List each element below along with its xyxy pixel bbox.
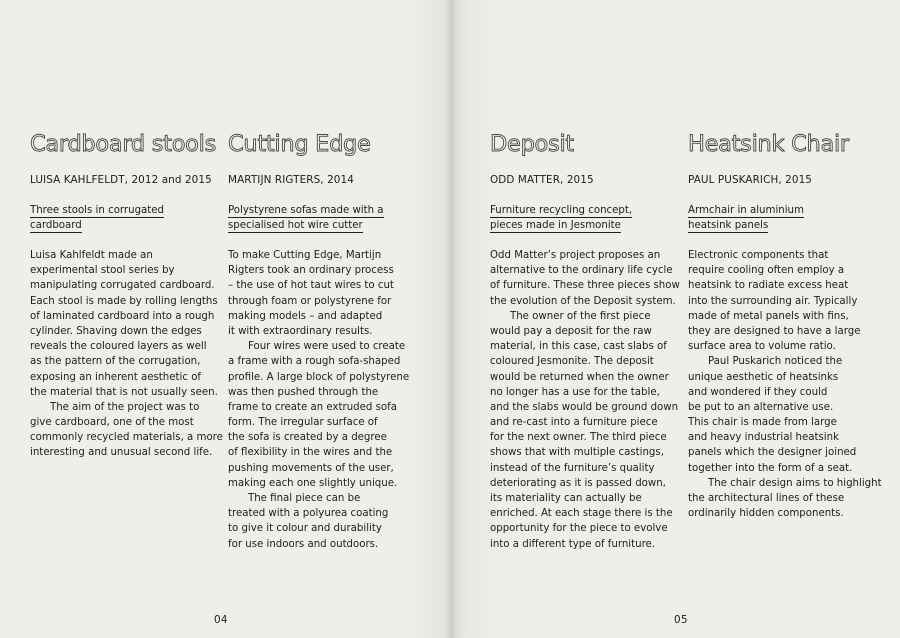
- body-line: surface area to volume ratio.: [688, 341, 836, 353]
- body-line: panels which the designer joined: [688, 447, 857, 459]
- body-line: together into the form of a seat.: [688, 462, 853, 474]
- article-body: [688, 248, 882, 521]
- body-line: coloured Jesmonite. The deposit: [490, 356, 654, 368]
- body-line: Each stool is made by rolling lengths: [30, 295, 218, 307]
- body-line: This chair is made from large: [688, 417, 837, 429]
- subtitle-line: pieces made in Jesmonite: [490, 220, 621, 231]
- body-line: Electronic components that: [688, 250, 829, 261]
- article-heatsink-chair: [688, 128, 882, 520]
- body-line: it with extraordinary results.: [228, 325, 373, 337]
- article-author: PAUL PUSKARICH, 2015: [688, 174, 813, 186]
- body-line: frame to create an extruded sofa: [228, 401, 397, 413]
- body-line: the evolution of the Deposit system.: [490, 295, 676, 307]
- body-line: Odd Matter’s project proposes an: [490, 250, 661, 261]
- article-title: Cutting Edge: [228, 131, 371, 157]
- article-subtitle: [490, 203, 632, 233]
- body-line: The final piece can be: [248, 493, 361, 504]
- article-author: LUISA KAHLFELDT, 2012 and 2015: [30, 174, 212, 186]
- body-line: pushing movements of the user,: [228, 462, 394, 474]
- body-line: was then pushed through the: [228, 386, 379, 398]
- body-line: opportunity for the piece to evolve: [490, 523, 668, 535]
- body-line: through foam or polystyrene for: [228, 295, 392, 307]
- body-line: the sofa is created by a degree: [228, 432, 387, 444]
- body-line: they are designed to have a large: [688, 325, 861, 337]
- book-gutter-shadow: [444, 0, 458, 638]
- subtitle-line: heatsink panels: [688, 220, 769, 231]
- right-page: [450, 0, 900, 638]
- body-line: would be returned when the owner: [490, 371, 669, 383]
- body-line: and wondered if they could: [688, 386, 828, 398]
- article-title: Cardboard stools: [30, 131, 217, 157]
- body-line: cylinder. Shaving down the edges: [30, 325, 202, 337]
- body-line: interesting and unusual second life.: [30, 447, 213, 459]
- body-line: experimental stool series by: [30, 265, 175, 277]
- article-title: Deposit: [490, 131, 574, 157]
- body-line: reveals the coloured layers as well: [30, 341, 207, 353]
- article-deposit: [490, 128, 680, 550]
- body-line: give cardboard, one of the most: [30, 417, 194, 429]
- body-line: be put to an alternative use.: [688, 401, 834, 413]
- body-line: and re-cast into a furniture piece: [490, 417, 658, 429]
- article-title: Heatsink Chair: [688, 131, 849, 157]
- body-line: enriched. At each stage there is the: [490, 508, 673, 520]
- body-line: its materiality can actually be: [490, 493, 642, 504]
- body-line: of flexibility in the wires and the: [228, 447, 393, 459]
- body-line: instead of the furniture’s quality: [490, 462, 655, 474]
- body-line: commonly recycled materials, a more: [30, 432, 223, 444]
- body-line: of furniture. These three pieces show: [490, 280, 680, 292]
- subtitle-line: Armchair in aluminium: [688, 205, 804, 216]
- body-line: form. The irregular surface of: [228, 417, 378, 429]
- body-line: Rigters took an ordinary process: [228, 265, 394, 277]
- body-line: making each one slightly unique.: [228, 477, 398, 489]
- body-line: the architectural lines of these: [688, 493, 845, 504]
- body-line: Four wires were used to create: [248, 341, 406, 353]
- article-cutting-edge: [228, 128, 416, 550]
- article-subtitle: [30, 203, 218, 233]
- article-subtitle: [688, 203, 804, 233]
- body-line: ordinarily hidden components.: [688, 508, 844, 520]
- body-line: treated with a polyurea coating: [228, 508, 389, 520]
- body-line: to give it colour and durability: [228, 523, 382, 535]
- article-cardboard-stools: [30, 128, 223, 459]
- body-line: exposing an inherent aesthetic of: [30, 371, 202, 383]
- body-line: of laminated cardboard into a rough: [30, 310, 215, 322]
- body-line: manipulating corrugated cardboard.: [30, 280, 215, 292]
- body-line: for use indoors and outdoors.: [228, 538, 379, 550]
- body-line: material, in this case, cast slabs of: [490, 341, 667, 353]
- body-line: would pay a deposit for the raw: [490, 325, 652, 337]
- body-line: heatsink to radiate excess heat: [688, 280, 849, 292]
- body-line: To make Cutting Edge, Martijn: [228, 250, 382, 261]
- body-line: into a different type of furniture.: [490, 538, 656, 550]
- body-line: Luisa Kahlfeldt made an: [30, 250, 153, 261]
- body-line: the material that is not usually seen.: [30, 386, 218, 398]
- body-line: and the slabs would be ground down: [490, 401, 679, 413]
- body-line: made of metal panels with fins,: [688, 310, 849, 322]
- article-body: [30, 248, 223, 461]
- body-line: unique aesthetic of heatsinks: [688, 371, 839, 383]
- body-line: and heavy industrial heatsink: [688, 432, 839, 444]
- body-line: Paul Puskarich noticed the: [708, 356, 843, 368]
- body-line: a frame with a rough sofa-shaped: [228, 356, 401, 368]
- page-number-left: 04: [214, 614, 228, 626]
- article-author: MARTIJN RIGTERS, 2014: [228, 174, 354, 186]
- body-line: shows that with multiple castings,: [490, 447, 664, 459]
- body-line: – the use of hot taut wires to cut: [228, 280, 394, 292]
- body-line: deteriorating as it is passed down,: [490, 477, 666, 489]
- body-line: no longer has a use for the table,: [490, 386, 660, 398]
- body-line: as the pattern of the corrugation,: [30, 356, 201, 368]
- subtitle-line: Furniture recycling concept,: [490, 205, 633, 216]
- subtitle-line: Three stools in corrugated cardboard: [30, 205, 165, 231]
- body-line: The owner of the first piece: [510, 310, 651, 322]
- body-line: into the surrounding air. Typically: [688, 295, 858, 307]
- body-line: The aim of the project was to: [50, 401, 200, 413]
- article-subtitle: [228, 203, 384, 233]
- subtitle-line: Polystyrene sofas made with a: [228, 205, 384, 216]
- body-line: profile. A large block of polystyrene: [228, 371, 410, 383]
- body-line: The chair design aims to highlight: [708, 477, 882, 489]
- body-line: for the next owner. The third piece: [490, 432, 667, 444]
- body-line: alternative to the ordinary life cycle: [490, 265, 673, 277]
- subtitle-line: specialised hot wire cutter: [228, 220, 363, 231]
- article-body: [228, 248, 409, 552]
- page-number-right: 05: [674, 614, 688, 626]
- body-line: making models – and adapted: [228, 310, 383, 322]
- article-author: ODD MATTER, 2015: [490, 174, 594, 186]
- body-line: require cooling often employ a: [688, 265, 845, 277]
- article-body: [490, 248, 680, 552]
